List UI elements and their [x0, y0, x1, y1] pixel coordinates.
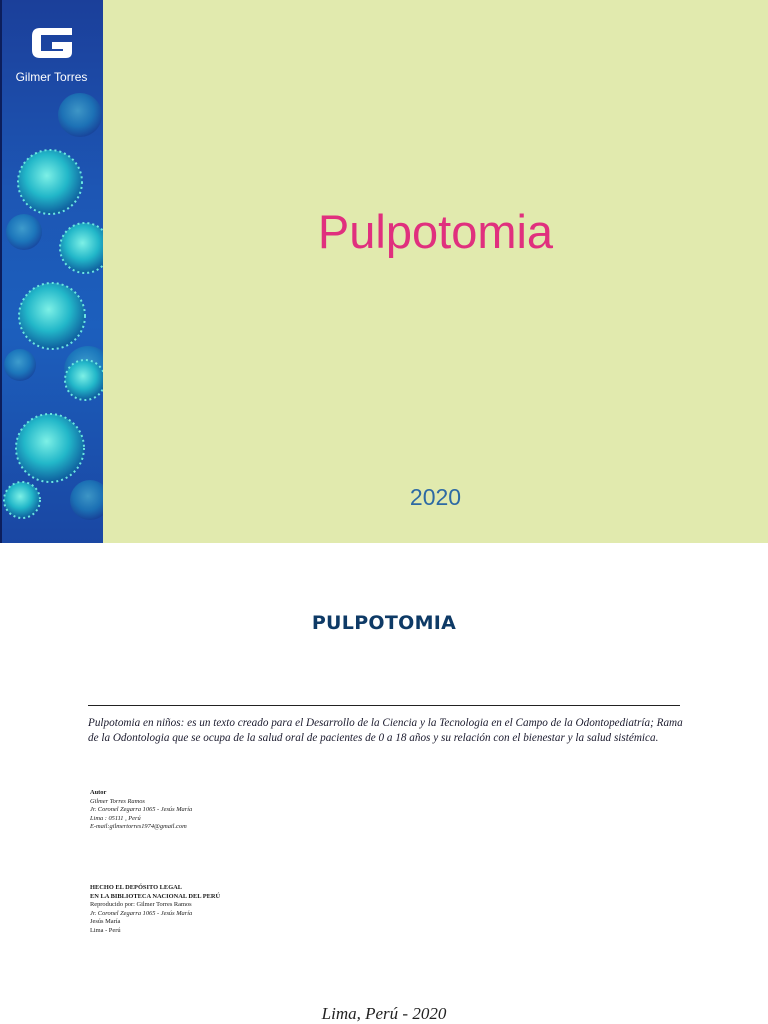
book-description: Pulpotomia en niños: es un texto creado para el Desarrollo de la Ciencia y la Tecnologia en el Campo de la Odontopediatría; Rama de la Odontologia que se ocupa de la salud oral de pacientes de 0 a 18 años y su relación con el bienestar y la salud sistémica. — [88, 717, 683, 744]
legal-address: Jr. Coronel Zegarra 1065 - Jesús María — [90, 909, 193, 917]
cover-title: Pulpotomia — [317, 205, 554, 258]
legal-line-2: EN LA BIBLIOTECA NACIONAL DEL PERÚ — [90, 892, 221, 900]
page-title: PULPOTOMIA — [311, 612, 457, 634]
author-block — [90, 789, 192, 832]
g-logo-icon — [26, 20, 78, 66]
legal-city: Lima - Perú — [90, 926, 121, 934]
legal-reproduced: Reproducido por: Gilmer Torres Ramos — [90, 901, 192, 909]
virus-image-strip — [0, 0, 103, 543]
author-city: Lima : 05111 , Perú — [90, 814, 141, 822]
legal-district: Jesús María — [90, 918, 121, 926]
author-heading: Autor — [90, 789, 107, 796]
footer-location-year: Lima, Perú - 2020 — [321, 1004, 447, 1023]
legal-deposit-block — [90, 884, 220, 936]
author-address: Jr. Coronel Zegarra 1065 - Jesús María — [90, 806, 193, 814]
divider — [88, 705, 680, 706]
cover-year: 2020 — [409, 484, 462, 510]
author-email: E-mail:gilmertorres1974@gmail.com — [90, 823, 187, 831]
author-name: Gilmer Torres Ramos — [90, 797, 145, 805]
logo-name: Gilmer Torres — [15, 70, 88, 84]
brand-logo — [0, 14, 103, 84]
legal-line-1: HECHO EL DEPÓSITO LEGAL — [90, 884, 183, 891]
